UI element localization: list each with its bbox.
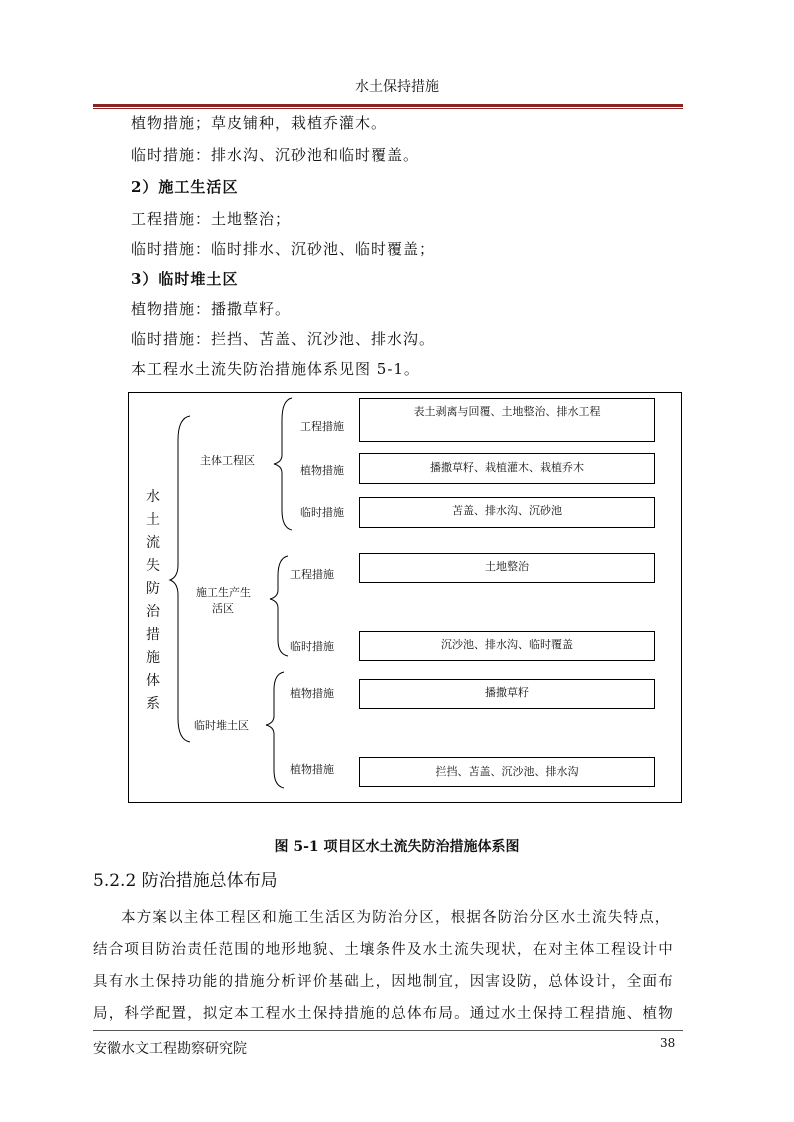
footer-organization: 安徽水文工程勘察研究院 <box>93 1041 247 1057</box>
measure-box: 播撒草籽、栽植灌木、栽植乔木 <box>359 453 655 484</box>
subheading: 2）施工生活区 <box>131 178 239 196</box>
body-line: 临时措施：排水沟、沉砂池和临时覆盖。 <box>131 146 420 164</box>
measure-box: 播撒草籽 <box>359 679 655 709</box>
measure-type-label: 工程措施 <box>300 420 344 433</box>
page-number: 38 <box>660 1036 676 1050</box>
measure-box: 拦挡、苫盖、沉沙池、排水沟 <box>359 757 655 787</box>
figure-caption: 图 5-1 项目区水土流失防治措施体系图 <box>274 839 520 855</box>
measure-type-label: 植物措施 <box>300 464 344 477</box>
paragraph-line: 具有水土保持功能的措施分析评价基础上，因地制宜，因害设防，总体设计，全面布 <box>93 974 674 990</box>
measure-box: 表土剥离与回覆、土地整治、排水工程 <box>359 398 655 442</box>
zone-label-line2: 活区 <box>212 602 234 615</box>
body-line: 本工程水土流失防治措施体系见图 5-1。 <box>131 360 420 378</box>
running-header: 水土保持措施 <box>355 79 439 95</box>
measure-type-label: 临时措施 <box>300 506 344 519</box>
measure-box: 沉沙池、排水沟、临时覆盖 <box>359 631 655 661</box>
footer-rule <box>93 1030 683 1031</box>
body-line: 植物措施：播撒草籽。 <box>131 300 292 318</box>
section-heading: 5.2.2 防治措施总体布局 <box>93 871 278 891</box>
body-line: 临时措施：临时排水、沉砂池、临时覆盖； <box>131 240 436 258</box>
zone-label: 主体工程区 <box>200 454 255 467</box>
measure-type-label: 临时措施 <box>290 640 334 653</box>
zone-label-line1: 施工生产生 <box>196 586 251 599</box>
subheading: 3）临时堆土区 <box>131 270 239 288</box>
paragraph-line: 本方案以主体工程区和施工生活区为防治分区，根据各防治分区水土流失特点， <box>121 910 671 926</box>
paragraph-line: 结合项目防治责任范围的地形地貌、土壤条件及水土流失现状，在对主体工程设计中 <box>93 942 674 958</box>
body-line: 工程措施：土地整治； <box>131 210 292 228</box>
measure-box: 苫盖、排水沟、沉砂池 <box>359 497 655 528</box>
measure-box: 土地整治 <box>359 553 655 583</box>
diagram-root-title: 水土流失防治措施体系 <box>146 489 160 712</box>
measure-type-label: 工程措施 <box>290 568 334 581</box>
body-line: 植物措施；草皮铺种，栽植乔灌木。 <box>131 114 388 132</box>
measure-type-label: 植物措施 <box>290 687 334 700</box>
body-line: 临时措施：拦挡、苫盖、沉沙池、排水沟。 <box>131 330 436 348</box>
zone-label: 临时堆土区 <box>194 719 249 732</box>
paragraph-line: 局，科学配置，拟定本工程水土保持措施的总体布局。通过水土保持工程措施、植物 <box>93 1006 674 1022</box>
measure-type-label: 植物措施 <box>290 763 334 776</box>
